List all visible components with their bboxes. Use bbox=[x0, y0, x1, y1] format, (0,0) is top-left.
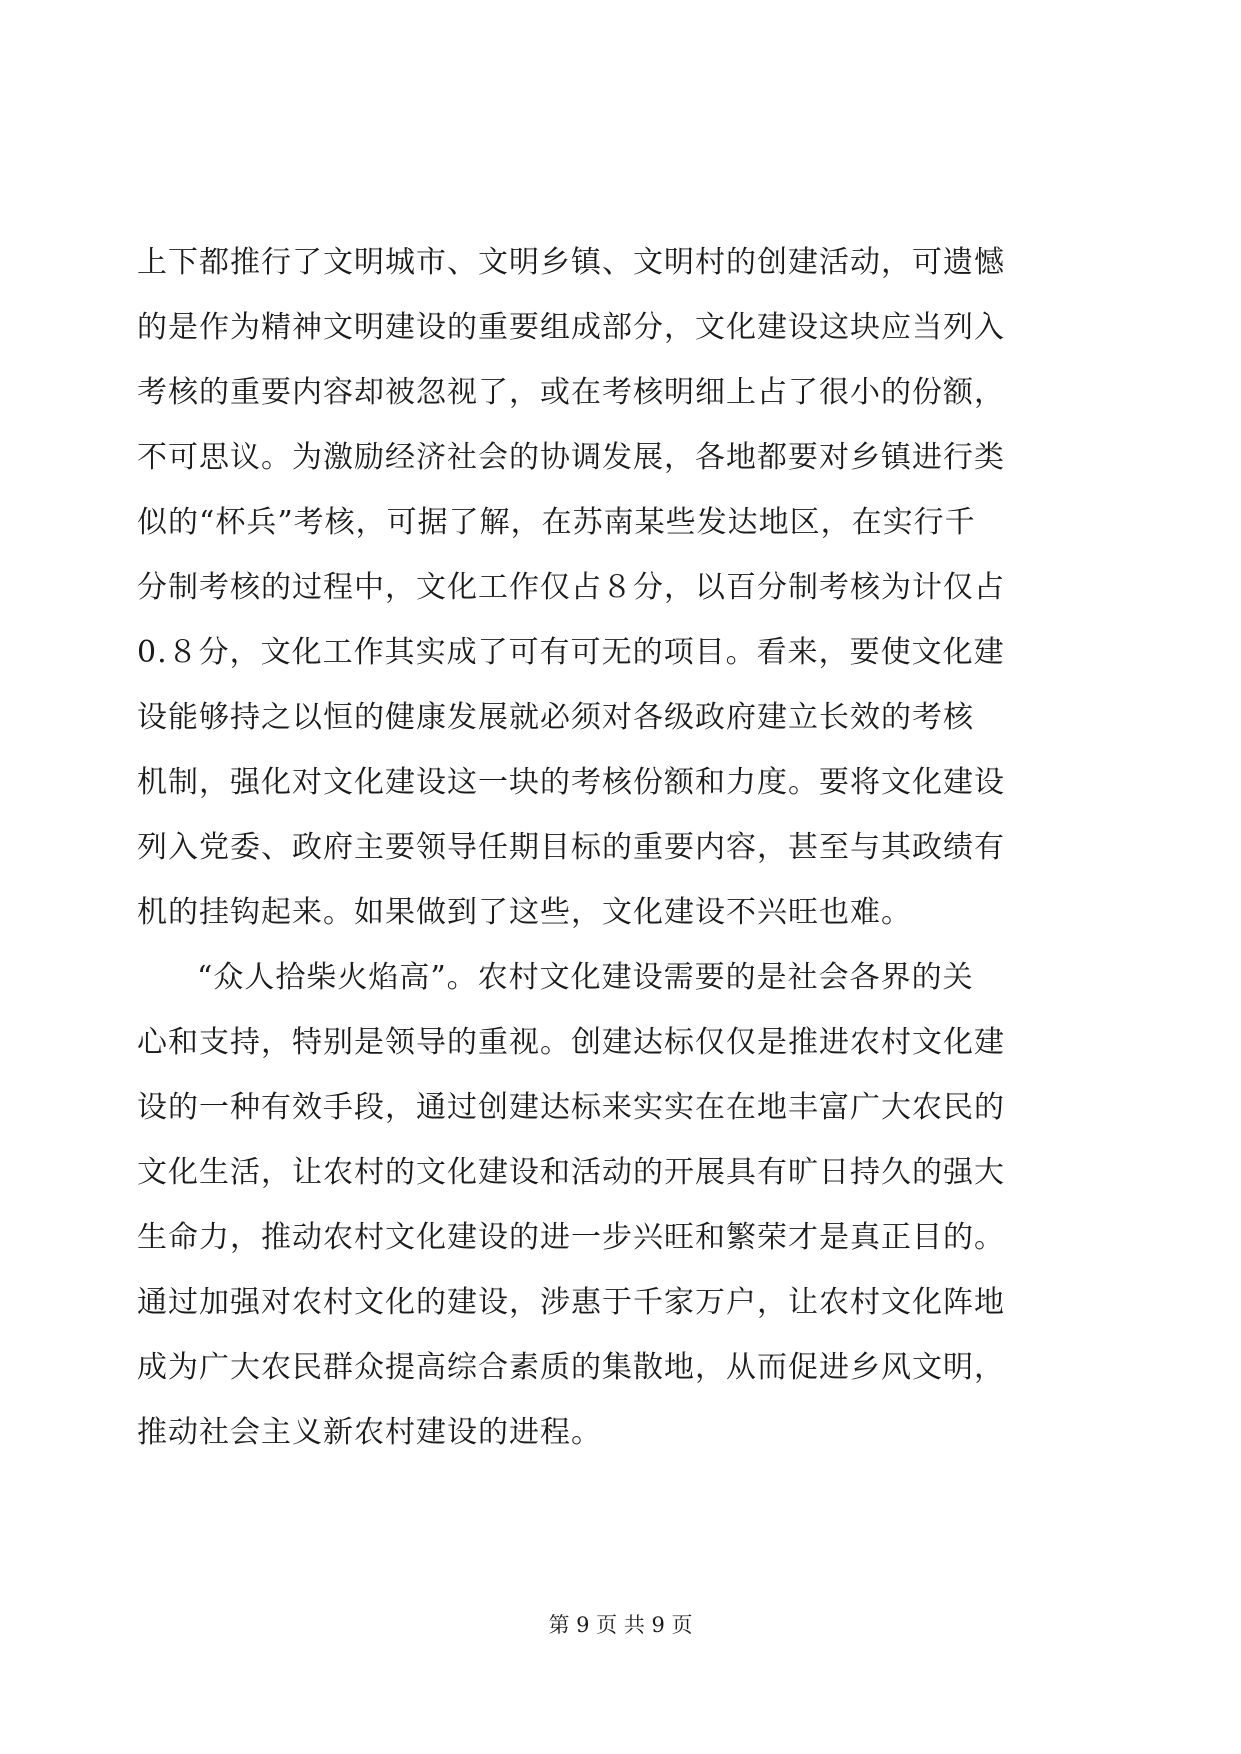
text-line: 似的“杯兵”考核，可据了解，在苏南某些发达地区，在实行千 bbox=[137, 505, 976, 540]
text-line: 推动社会主义新农村建设的进程。 bbox=[137, 1415, 602, 1450]
paragraph bbox=[137, 230, 1097, 945]
text-line: 设能够持之以恒的健康发展就必须对各级政府建立长效的考核 bbox=[137, 700, 974, 735]
text-line: 成为广大农民群众提高综合素质的集散地，从而促进乡风文明， bbox=[137, 1350, 1005, 1385]
text-line: 文化生活，让农村的文化建设和活动的开展具有旷日持久的强大 bbox=[137, 1155, 1005, 1190]
paragraph bbox=[137, 945, 1097, 1465]
text-line: 机制，强化对文化建设这一块的考核份额和力度。要将文化建设 bbox=[137, 765, 1005, 800]
text-line: 列入党委、政府主要领导任期目标的重要内容，甚至与其政绩有 bbox=[137, 830, 1005, 865]
text-line: 机的挂钩起来。如果做到了这些，文化建设不兴旺也难。 bbox=[137, 895, 912, 930]
text-line: 生命力，推动农村文化建设的进一步兴旺和繁荣才是真正目的。 bbox=[137, 1220, 1005, 1255]
text-line: 不可思议。为激励经济社会的协调发展，各地都要对乡镇进行类 bbox=[137, 440, 1005, 475]
text-line: “众人拾柴火焰高”。农村文化建设需要的是社会各界的关 bbox=[197, 960, 974, 995]
body-text bbox=[137, 230, 1097, 1465]
page-number: 第 9 页 共 9 页 bbox=[548, 1613, 693, 1637]
text-line: 上下都推行了文明城市、文明乡镇、文明村的创建活动，可遗憾 bbox=[137, 245, 1005, 280]
text-line: 0.８分，文化工作其实成了可有可无的项目。看来，要使文化建 bbox=[137, 635, 1005, 670]
page-footer bbox=[0, 1611, 1241, 1639]
text-line: 考核的重要内容却被忽视了，或在考核明细上占了很小的份额， bbox=[137, 375, 1005, 410]
text-line: 分制考核的过程中，文化工作仅占８分，以百分制考核为计仅占 bbox=[137, 570, 1005, 605]
text-line: 通过加强对农村文化的建设，涉惠于千家万户，让农村文化阵地 bbox=[137, 1285, 1005, 1320]
text-line: 心和支持，特别是领导的重视。创建达标仅仅是推进农村文化建 bbox=[137, 1025, 1005, 1060]
text-line: 设的一种有效手段，通过创建达标来实实在在地丰富广大农民的 bbox=[137, 1090, 1005, 1125]
text-line: 的是作为精神文明建设的重要组成部分，文化建设这块应当列入 bbox=[137, 310, 1005, 345]
